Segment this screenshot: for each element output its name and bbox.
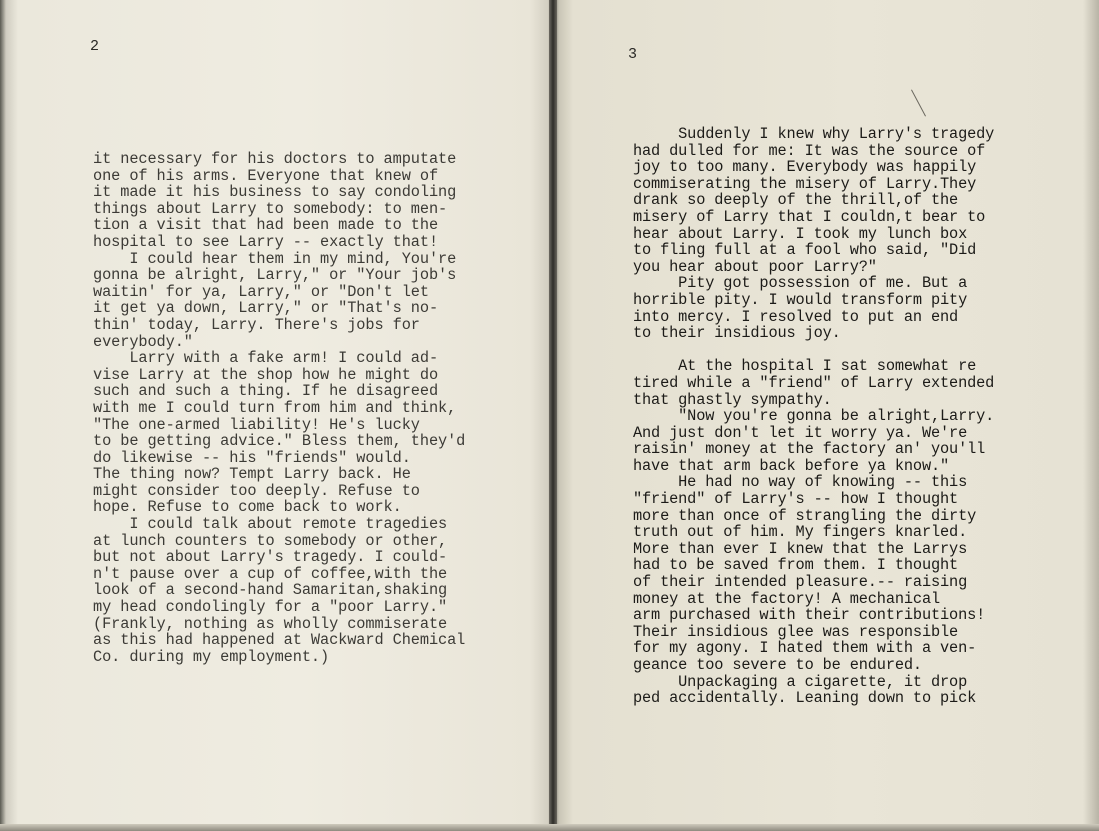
text-line: such and such a thing. If he disagreed bbox=[93, 382, 439, 401]
blank-line bbox=[633, 342, 994, 359]
text-line: misery of Larry that I couldn,t bear to bbox=[633, 207, 986, 226]
text-line: hospital to see Larry -- exactly that! bbox=[93, 232, 439, 251]
left-page-text bbox=[93, 151, 465, 665]
text-line: tion a visit that had been made to the bbox=[93, 216, 439, 235]
text-line: geance too severe to be endured. bbox=[633, 656, 922, 674]
text-line: "Now you're gonna be alright,Larry. bbox=[633, 407, 995, 426]
book-spine bbox=[549, 0, 557, 831]
text-line: drank so deeply of the thrill,of the bbox=[633, 191, 959, 210]
text-line: do likewise -- his "friends" would. bbox=[93, 448, 411, 467]
text-line: joy to too many. Everybody was happily bbox=[633, 158, 977, 177]
right-page bbox=[553, 0, 1099, 831]
text-line: look of a second-hand Samaritan,shaking bbox=[93, 581, 448, 600]
text-line: Larry with a fake arm! I could ad- bbox=[93, 349, 439, 368]
text-line: you hear about poor Larry?" bbox=[633, 257, 877, 276]
text-line: but not about Larry's tragedy. I could- bbox=[93, 548, 448, 567]
text-line: (Frankly, nothing as wholly commiserate bbox=[93, 614, 448, 633]
text-line: it made it his business to say condoling bbox=[93, 183, 457, 202]
text-line: Co. during my employment.) bbox=[93, 647, 330, 666]
text-line: At the hospital I sat somewhat re bbox=[633, 357, 977, 376]
text-line: Suddenly I knew why Larry's tragedy bbox=[633, 125, 995, 143]
text-line: waitin' for ya, Larry," or "Don't let bbox=[93, 282, 429, 301]
text-line: Their insidious glee was responsible bbox=[633, 622, 959, 641]
text-line: ped accidentally. Leaning down to pick bbox=[633, 689, 977, 708]
right-page-number: 3 bbox=[628, 46, 638, 63]
right-page-text bbox=[633, 126, 994, 707]
text-line: Unpackaging a cigarette, it drop bbox=[633, 672, 968, 691]
text-line: my head condolingly for a "poor Larry." bbox=[93, 598, 448, 617]
text-line: to be getting advice." Bless them, they'd bbox=[93, 432, 466, 451]
text-line: have that arm back before ya know." bbox=[633, 456, 950, 475]
text-line: raisin' money at the factory an' you'll bbox=[633, 440, 986, 459]
text-line: more than once of strangling the dirty bbox=[633, 506, 977, 525]
text-line: The thing now? Tempt Larry back. He bbox=[93, 465, 411, 484]
text-line: that ghastly sympathy. bbox=[633, 390, 832, 409]
text-line: And just don't let it worry ya. We're bbox=[633, 423, 968, 442]
text-line: truth out of him. My fingers knarled. bbox=[633, 523, 968, 542]
left-page-number: 2 bbox=[90, 38, 100, 55]
text-line: had to be saved from them. I thought bbox=[633, 556, 959, 575]
text-line: n't pause over a cup of coffee,with the bbox=[93, 564, 448, 583]
text-line: of their intended pleasure.-- raising bbox=[633, 573, 968, 592]
text-line: had dulled for me: It was the source of bbox=[633, 141, 986, 160]
text-line: horrible pity. I would transform pity bbox=[633, 290, 968, 309]
text-line: to their insidious joy. bbox=[633, 324, 841, 343]
text-line: at lunch counters to somebody or other, bbox=[93, 531, 448, 550]
text-line: money at the factory! A mechanical bbox=[633, 589, 941, 608]
text-line: things about Larry to somebody: to men- bbox=[93, 199, 448, 218]
text-line: it get ya down, Larry," or "That's no- bbox=[93, 299, 439, 318]
text-line: gonna be alright, Larry," or "Your job's bbox=[93, 266, 457, 285]
text-line: thin' today, Larry. There's jobs for bbox=[93, 315, 420, 334]
text-line: to fling full at a fool who said, "Did bbox=[633, 241, 977, 260]
text-line: tired while a "friend" of Larry extended bbox=[633, 373, 995, 392]
text-line: with me I could turn from him and think, bbox=[93, 398, 457, 417]
text-line: hear about Larry. I took my lunch box bbox=[633, 224, 968, 243]
text-line: vise Larry at the shop how he might do bbox=[93, 365, 439, 384]
text-line: More than ever I knew that the Larrys bbox=[633, 539, 968, 558]
text-line: Pity got possession of me. But a bbox=[633, 274, 968, 293]
text-line: hope. Refuse to come back to work. bbox=[93, 498, 402, 517]
text-line: one of his arms. Everyone that knew of bbox=[93, 166, 439, 185]
text-line: as this had happened at Wackward Chemical bbox=[93, 631, 466, 650]
text-line: everybody." bbox=[93, 332, 193, 351]
text-line: "The one-armed liability! He's lucky bbox=[93, 415, 420, 434]
page-bottom-edge bbox=[0, 824, 1099, 831]
text-line: commiserating the misery of Larry.They bbox=[633, 174, 977, 193]
text-line: into mercy. I resolved to put an end bbox=[633, 307, 959, 326]
text-line: I could talk about remote tragedies bbox=[93, 515, 448, 534]
text-line: I could hear them in my mind, You're bbox=[93, 249, 457, 268]
text-line: He had no way of knowing -- this bbox=[633, 473, 968, 492]
text-line: "friend" of Larry's -- how I thought bbox=[633, 490, 959, 509]
text-line: arm purchased with their contributions! bbox=[633, 606, 986, 625]
text-line: it necessary for his doctors to amputate bbox=[93, 150, 457, 168]
text-line: might consider too deeply. Refuse to bbox=[93, 481, 420, 500]
text-line: for my agony. I hated them with a ven- bbox=[633, 639, 977, 658]
